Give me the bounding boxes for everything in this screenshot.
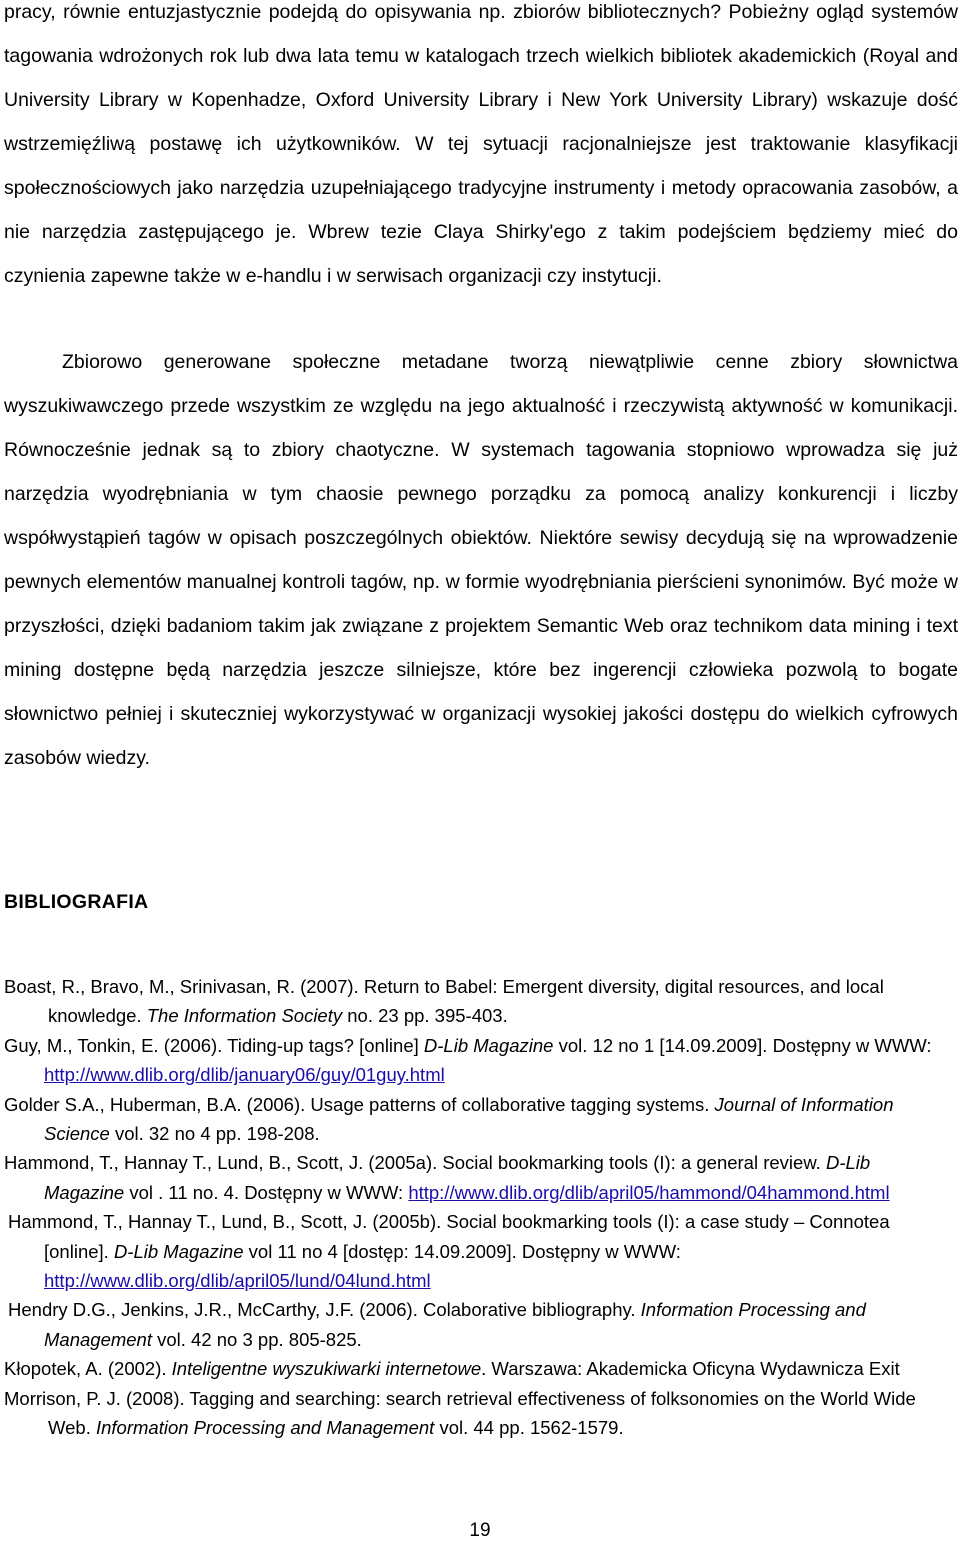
entry-journal: Inteligentne wyszukiwarki internetowe — [171, 1358, 482, 1380]
entry-journal: D-Lib Magazine — [423, 1034, 554, 1056]
entry-authors-title: Morrison, P. J. (2008). Tagging and searching: search retrieval effectiveness of folksonomies on the World Wide Web. — [4, 1387, 916, 1439]
body-paragraph-1: pracy, równie entuzjastycznie podejdą do opisywania np. zbiorów bibliotecznych? Pobieżny ogląd systemów tagowania wdrożonych rok lub dwa lata temu w katalogach trzech wielkich bibliotek akademickich (Royal and University Library w Kopenhadze, Oxford University Library i New York University Library) wskazuje dość wstrzemięźliwą postawę ich użytkowników. W tej sytuacji racjonalniejsze jest traktowanie klasyfikacji społecznościowych jako narzędzia uzupełniającego tradycyjne instrumenty i metody opracowania zasobów, a nie narzędzia zastępującego je. Wbrew tezie Claya Shirky'ego z takim podejściem będziemy mieć do czynienia zapewne także w e-handlu i w serwisach organizacji czy instytucji. — [4, 1, 958, 287]
entry-authors-title: Guy, M., Tonkin, E. (2006). Tiding-up tags? [online] — [4, 1034, 424, 1056]
entry-journal: D-Lib Magazine — [113, 1240, 244, 1262]
entry-url-link[interactable]: http://www.dlib.org/dlib/january06/guy/01guy.html — [44, 1064, 445, 1086]
entry-journal: Journal of Information Science — [44, 1093, 894, 1145]
bibliography-entry — [0, 1384, 950, 1443]
entry-journal: Information Processing and Management — [44, 1299, 866, 1350]
body-paragraph-2: Zbiorowo generowane społeczne metadane tworzą niewątpliwie cenne zbiory słownictwa wyszukiwawczego przede wszystkim ze względu na jego aktualność i rzeczywistą aktywność w komunikacji. Równocześnie jednak są to zbiory chaotyczne. W systemach tagowania stopniowo wprowadza się już narzędzia wyodrębniania w tym chaosie pewnego porządku za pomocą analizy konkurencji i liczby współwystąpień tagów w opisach poszczególnych obiektów. Niektóre sewisy decydują się na wprowadzenie pewnych elementów manualnej kontroli tagów, np. w formie wyodrębniania pierścieni synonimów. Być może w przyszłości, dzięki badaniom takim jak związane z projektem Semantic Web oraz technikom data mining i text mining dostępne będą narzędzia jeszcze silniejsze, które bez ingerencji człowieka pozwolą to bogate słownictwo pełniej i skuteczniej wykorzystywać w organizacji wysokiej jakości dostępu do wielkich cyfrowych zasobów wiedzy. — [4, 351, 958, 769]
entry-details: no. 23 pp. 395-403. — [342, 1005, 508, 1027]
entry-details: vol. 44 pp. 1562-1579. — [434, 1417, 624, 1439]
entry-authors-title: Boast, R., Bravo, M., Srinivasan, R. (2007). Return to Babel: Emergent diversity, digital resources, and local knowledge. — [4, 976, 884, 1027]
entry-authors-title: Golder S.A., Huberman, B.A. (2006). Usage patterns of collaborative tagging systems. — [4, 1093, 715, 1115]
bibliography-entry — [0, 1295, 950, 1354]
entry-url-link[interactable]: http://www.dlib.org/dlib/april05/lund/04lund.html — [44, 1270, 431, 1292]
entry-authors-title: Kłopotek, A. (2002). — [4, 1358, 172, 1380]
entry-authors-title: Hammond, T., Hannay T., Lund, B., Scott, J. (2005b). Social bookmarking tools (I): a case study – Connotea [online]. — [8, 1211, 890, 1262]
bibliography-entry — [0, 1207, 950, 1295]
entry-journal: The Information Society — [146, 1005, 343, 1027]
bibliography-entry — [0, 1031, 950, 1090]
bibliography-entry — [0, 972, 950, 1031]
entry-journal: D-Lib Magazine — [44, 1152, 871, 1203]
entry-details: vol. 42 no 3 pp. 805-825. — [151, 1328, 362, 1350]
page-number: 19 — [469, 1520, 491, 1541]
bibliography-entry — [0, 1090, 950, 1149]
entry-details: vol 11 no 4 [dostęp: 14.09.2009]. Dostępny w WWW: — [243, 1240, 681, 1262]
bibliography-heading: BIBLIOGRAFIA — [4, 891, 149, 913]
bibliography-list — [0, 972, 950, 1443]
entry-authors-title: Hammond, T., Hannay T., Lund, B., Scott, J. (2005a). Social bookmarking tools (I): a general review. — [4, 1152, 826, 1174]
entry-details: vol. 32 no 4 pp. 198-208. — [109, 1123, 320, 1145]
bibliography-entry — [0, 1148, 950, 1207]
entry-url-link[interactable]: http://www.dlib.org/dlib/april05/hammond/04hammond.html — [408, 1181, 890, 1203]
entry-details: vol . 11 no. 4. Dostępny w WWW: — [124, 1181, 409, 1203]
bibliography-entry — [0, 1354, 950, 1383]
entry-journal: Information Processing and Management — [95, 1417, 435, 1439]
entry-details: vol. 12 no 1 [14.09.2009]. Dostępny w WWW: — [553, 1034, 932, 1056]
entry-details: . Warszawa: Akademicka Oficyna Wydawnicza Exit — [481, 1358, 900, 1380]
entry-authors-title: Hendry D.G., Jenkins, J.R., McCarthy, J.F. (2006). Colaborative bibliography. — [8, 1299, 641, 1321]
